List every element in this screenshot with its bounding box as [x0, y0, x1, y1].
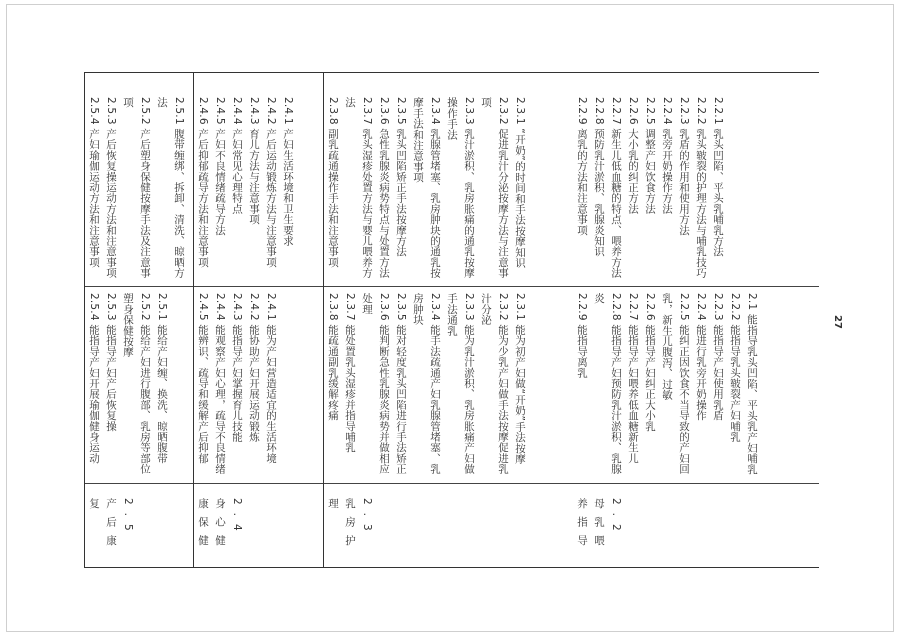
knowledge-list	[573, 75, 726, 286]
knowledge-item: 2.3.1 “开奶”的时间和手法按摩知识	[514, 97, 526, 268]
knowledge-item: 2.5.2 产后塑身保健按摩手法及注意事项	[122, 97, 151, 279]
knowledge-list	[194, 75, 296, 286]
skill-item: 2.2.7 能指导产妇喂养低血糖新生儿	[627, 293, 639, 464]
knowledge-item: 2.5.1 腹带缠绑、拆卸、清洗、晾晒方法	[156, 97, 185, 279]
skill-item: 2.3.5 能对轻度乳头凹陷进行手法矫正	[395, 293, 407, 475]
skill-cell	[85, 287, 193, 484]
section-label: 2.5 产后康复	[88, 498, 134, 554]
knowledge-item: 2.5.4 产妇瑜伽运动方法和注意事项	[88, 97, 100, 268]
knowledge-item: 2.2.5 调整产妇饮食方法	[644, 97, 656, 214]
skill-item: 2.4.4 能观察产妇心理，疏导不良情绪	[214, 293, 226, 475]
skill-list	[324, 289, 528, 483]
knowledge-item: 2.5.3 产后恢复操运动方法和注意事项	[105, 97, 117, 279]
knowledge-list	[85, 75, 187, 286]
skill-item: 2.3.4 能手法疏通产妇乳腺管堵塞、乳房肿块	[412, 293, 441, 475]
knowledge-item: 2.3.2 促进乳汁分泌按摩方法与注意事项	[480, 97, 509, 279]
knowledge-item: 2.3.4 乳腺管堵塞、乳房肿块的通乳按摩手法和注意事项	[412, 97, 441, 279]
skill-item: 2.5.1 能给产妇缠、换洗、晾晒腹带	[156, 293, 168, 464]
section-label-cell	[324, 484, 573, 567]
knowledge-cell	[324, 73, 573, 287]
knowledge-item: 2.4.3 育儿方法与注意事项	[248, 97, 260, 225]
knowledge-cell	[194, 73, 323, 287]
skill-item: 2.4.1 能为产妇营造适宜的生活环境	[265, 293, 277, 464]
knowledge-item: 2.2.7 新生儿低血糖的特点、喂养方法	[610, 97, 622, 279]
section-label-cell	[573, 484, 819, 567]
section-2-4	[193, 73, 323, 567]
skill-item: 2.2.8 能指导产妇预防乳汁淤积、乳腺炎	[593, 293, 622, 475]
skill-cell	[573, 287, 819, 484]
skill-item: 2.2.9 能指导离乳	[576, 293, 588, 378]
standards-table	[84, 72, 819, 568]
knowledge-item: 2.3.3 乳汁淤积、乳房胀痛的通乳按摩操作手法	[446, 97, 475, 279]
page-frame	[6, 4, 894, 632]
skill-item: 2.5.2 能给产妇进行腹部、乳房等部位塑身保健按摩	[122, 293, 151, 475]
skill-item: 2.5.3 能指导产妇产后恢复操	[105, 293, 117, 432]
knowledge-item: 2.3.6 急性乳腺炎病势特点与处置方法	[378, 97, 390, 279]
skill-cell	[194, 287, 323, 484]
skill-list	[194, 289, 279, 483]
skill-item: 2.2.6 能指导产妇纠正大小乳	[644, 293, 656, 432]
section-label: 2.3 乳房护理	[327, 498, 373, 554]
skill-cell	[324, 287, 573, 484]
skill-item: 2.3.6 能判断急性乳腺炎病势并做相应处理	[361, 293, 390, 475]
section-2-5	[84, 73, 193, 567]
skill-list	[573, 289, 760, 483]
skill-item: 2.2.3 能指导产妇使用乳盾	[712, 293, 724, 421]
skill-item: 2.2.4 能进行乳旁开奶操作	[695, 293, 707, 421]
skill-item: 2.3.7 能处置乳头湿疹并指导哺乳	[344, 293, 356, 453]
knowledge-cell	[573, 73, 819, 287]
section-label: 2.2 母乳喂养指导	[576, 498, 622, 554]
section-label-cell	[85, 484, 193, 567]
knowledge-item: 2.3.7 乳头湿疹处置方法与婴儿喂养方法	[344, 97, 373, 279]
skill-item: 2.2.2 能指导乳头皲裂产妇哺乳	[729, 293, 741, 443]
skill-list	[85, 289, 170, 483]
skill-item: 2.3.3 能为乳汁淤积、乳房胀痛产妇做手法通乳	[446, 293, 475, 475]
knowledge-item: 2.2.3 乳盾的作用和使用方法	[678, 97, 690, 236]
knowledge-list	[324, 75, 528, 286]
skill-item: 2.4.5 能辨识、疏导和缓解产后抑郁	[197, 293, 209, 464]
section-2-3	[323, 73, 573, 567]
knowledge-item: 2.2.9 离乳的方法和注意事项	[576, 97, 588, 236]
skill-item: 2.2.5 能纠正因饮食不当导致的产妇回乳，新生儿腹泻、过敏	[661, 293, 690, 475]
knowledge-item: 2.4.1 产妇生活环境和卫生要求	[282, 97, 294, 246]
knowledge-item: 2.4.4 产妇常见心理特点	[231, 97, 243, 214]
skill-item: 2.4.3 能指导产妇掌握育儿技能	[231, 293, 243, 443]
page-number: 27	[832, 315, 843, 329]
knowledge-item: 2.3.5 乳头凹陷矫正手法按摩方法	[395, 97, 407, 257]
knowledge-cell	[85, 73, 193, 287]
knowledge-item: 2.2.1 乳头凹陷、平头乳哺乳方法	[712, 97, 724, 257]
section-label: 2.4 身心健康保健	[197, 498, 243, 554]
skill-item: 2.3.8 能疏通副乳缓解疼痛	[327, 293, 339, 421]
skill-item: 2.1 能指导乳头凹陷、平头乳产妇哺乳	[746, 293, 758, 475]
knowledge-item: 2.4.2 产后运动锻炼方法与注意事项	[265, 97, 277, 268]
skill-item: 2.5.4 能指导产妇开展瑜伽健身运动	[88, 293, 100, 464]
skill-item: 2.4.2 能协助产妇开展运动锻炼	[248, 293, 260, 443]
skill-item: 2.3.1 能为初产妇做“开奶”手法按摩	[514, 293, 526, 465]
section-label-cell	[194, 484, 323, 567]
knowledge-item: 2.2.4 乳旁开奶操作方法	[661, 97, 673, 214]
knowledge-item: 2.4.6 产后抑郁疏导方法和注意事项	[197, 97, 209, 268]
knowledge-item: 2.3.8 副乳疏通操作手法和注意事项	[327, 97, 339, 268]
section-continued	[573, 73, 819, 567]
knowledge-item: 2.2.6 大小乳的纠正方法	[627, 97, 639, 214]
knowledge-item: 2.4.5 产妇不良情绪疏导方法	[214, 97, 226, 236]
skill-item: 2.3.2 能为少乳产妇做手法按摩促进乳汁分泌	[480, 293, 509, 475]
knowledge-item: 2.2.2 乳头皲裂的护理方法与哺乳技巧	[695, 97, 707, 279]
knowledge-item: 2.2.8 预防乳汁淤积、乳腺炎知识	[593, 97, 605, 257]
